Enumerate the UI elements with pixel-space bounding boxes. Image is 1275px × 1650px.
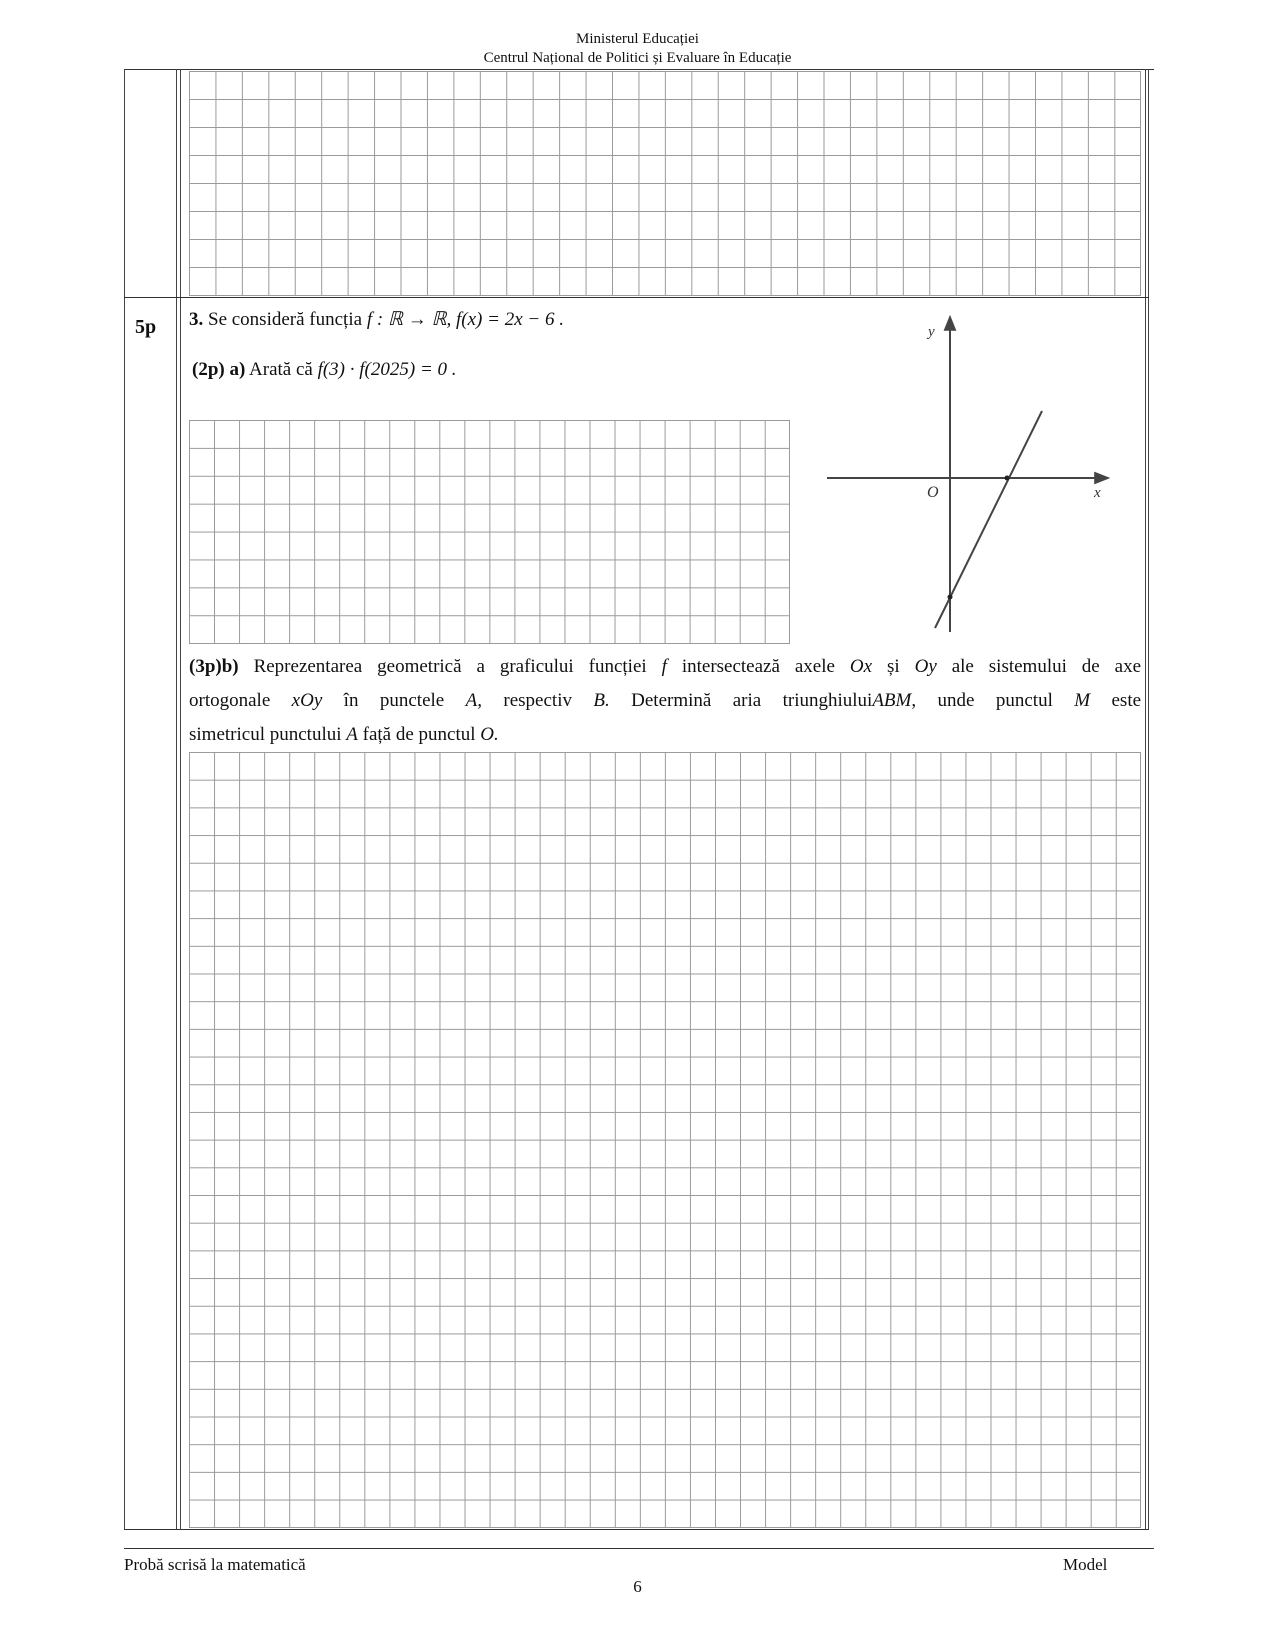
function-graph: [815, 310, 1115, 640]
footer-right: Model: [1063, 1555, 1108, 1574]
y-axis-label: y: [928, 324, 935, 340]
answer-grid-previous[interactable]: [189, 71, 1141, 296]
part-b-text-2: intersectează axele: [681, 656, 835, 677]
problem-statement: [189, 309, 564, 331]
point-a: [1005, 476, 1010, 481]
part-b-text-8: , unde punctul: [911, 690, 1053, 711]
part-a-text: Arată că: [249, 359, 313, 380]
part-b-points: (3p): [189, 656, 222, 677]
part-b-line-1: [189, 650, 1141, 684]
triangle-abm: ABM: [872, 690, 912, 711]
point-b: [948, 595, 953, 600]
function-definition: f : ℝ → ℝ, f(x) = 2x − 6 .: [366, 309, 564, 330]
table-divider-2: [180, 69, 181, 1530]
problem-number: 3.: [189, 309, 204, 330]
part-b-text-11: față de punctul: [362, 724, 476, 745]
x-axis-label: x: [1094, 485, 1101, 501]
origin-label: O: [927, 484, 939, 501]
row-separator: [124, 297, 1149, 298]
point-a-label: A,: [465, 690, 482, 711]
system-xoy: xOy: [291, 690, 323, 711]
footer-rule: [124, 1548, 1154, 1549]
point-o-label: O.: [480, 724, 499, 745]
conj-and: și: [886, 656, 900, 677]
problem-points: 5p: [135, 316, 157, 338]
part-b-text-4: ortogonale: [189, 690, 271, 711]
part-b-text-10: simetricul punctului: [189, 724, 342, 745]
axis-oy: Oy: [914, 656, 937, 677]
part-a-points: (2p): [192, 359, 225, 380]
table-left-border: [124, 69, 125, 1530]
point-a-ref: A: [346, 724, 358, 745]
table-right-border-inner: [1145, 69, 1146, 1530]
part-b-line-2: [189, 684, 1141, 718]
part-a-expression: f(3) · f(2025) = 0 .: [317, 359, 457, 380]
footer-left: Probă scrisă la matematică: [124, 1555, 306, 1574]
part-b-text-3: ale sistemului de axe: [951, 656, 1142, 677]
table-right-border: [1148, 69, 1149, 1530]
header-rule: [124, 69, 1154, 70]
answer-grid-part-b[interactable]: [189, 752, 1141, 1528]
part-b-letter: b): [221, 656, 239, 677]
table-bottom-border: [124, 1529, 1149, 1530]
part-a-statement: [192, 359, 457, 381]
part-b-text-7: Determină aria triunghiului: [631, 690, 873, 711]
part-a-letter: a): [229, 359, 246, 380]
axis-ox: Ox: [849, 656, 873, 677]
part-b-text-5: în punctele: [343, 690, 445, 711]
answer-grid-part-a[interactable]: [189, 420, 790, 644]
table-divider-1: [176, 69, 177, 1530]
function-symbol: f: [661, 656, 667, 677]
problem-intro: Se consideră funcția: [208, 309, 363, 330]
point-m-label: M: [1074, 690, 1091, 711]
part-b-line-3: [189, 718, 1141, 752]
part-b-text-1: Reprezentarea geometrică a graficului funcției: [253, 656, 647, 677]
page-number: 6: [633, 1577, 642, 1596]
point-b-label: B.: [593, 690, 610, 711]
part-b-text-6: respectiv: [503, 690, 572, 711]
part-b-text-9: este: [1111, 690, 1142, 711]
header-center: Centrul Național de Politici și Evaluare în Educație: [483, 50, 792, 66]
header-ministry: Ministerul Educației: [576, 31, 699, 47]
